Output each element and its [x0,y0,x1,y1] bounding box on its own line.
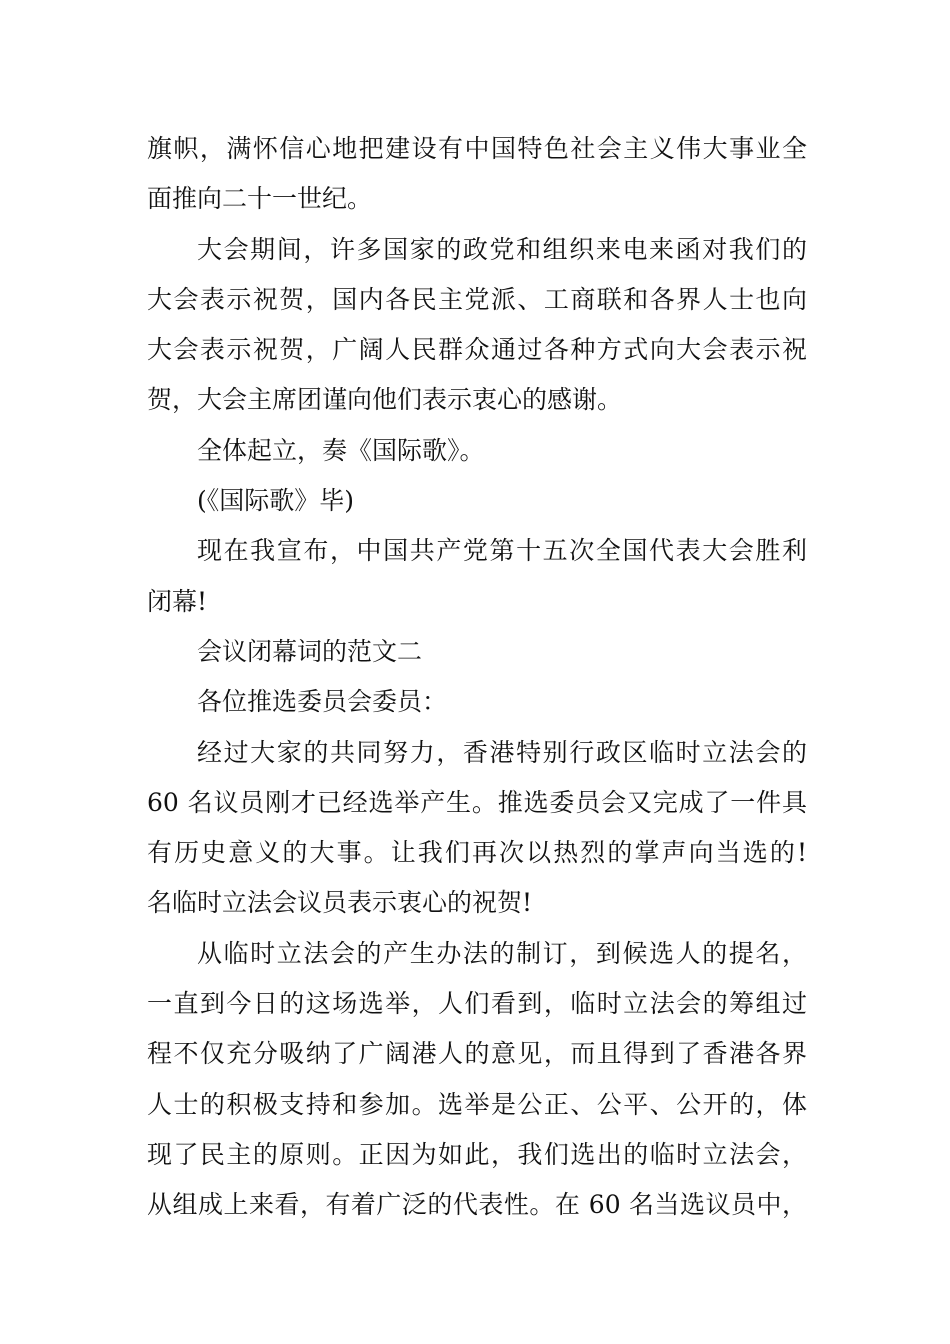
text-line: (《国际歌》毕) [197,486,355,516]
text-line: 贺，大会主席团谨向他们表示衷心的感谢。 [147,385,623,415]
text-line: 从组成上来看，有着广泛的代表性。在 60 名当选议员中， [147,1190,807,1220]
text-line: 现在我宣布，中国共产党第十五次全国代表大会胜利 [197,536,807,566]
document-body [147,124,807,1231]
text-line: 全体起立，奏《国际歌》。 [197,435,485,465]
text-line: 一直到今日的这场选举，人们看到，临时立法会的筹组过 [147,989,807,1019]
text-line: 大会表示祝贺，国内各民主党派、工商联和各界人士也向 [147,284,807,314]
text-line: 闭幕! [147,586,208,616]
text-line: 人士的积极支持和参加。选举是公正、公平、公开的，体 [147,1089,807,1119]
text-line: 程不仅充分吸纳了广阔港人的意见，而且得到了香港各界 [147,1039,807,1069]
text-line: 面推向二十一世纪。 [147,184,373,214]
text-line: 各位推选委员会委员： [197,687,448,717]
text-line: 有历史意义的大事。让我们再次以热烈的掌声向当选的! [147,838,807,868]
text-line: 旗帜，满怀信心地把建设有中国特色社会主义伟大事业全 [147,134,807,163]
text-line: 60 名议员刚才已经选举产生。推选委员会又完成了一件具 [147,787,807,817]
text-line: 名临时立法会议员表示衷心的祝贺! [147,888,533,918]
text-line: 从临时立法会的产生办法的制订，到候选人的提名， [197,938,807,968]
text-line: 会议闭幕词的范文二 [197,636,423,666]
text-line: 经过大家的共同努力，香港特别行政区临时立法会的 [197,737,807,767]
text-line: 现了民主的原则。正因为如此，我们选出的临时立法会， [147,1139,807,1169]
text-line: 大会期间，许多国家的政党和组织来电来函对我们的 [197,234,807,264]
text-line: 大会表示祝贺，广阔人民群众通过各种方式向大会表示祝 [147,335,807,365]
